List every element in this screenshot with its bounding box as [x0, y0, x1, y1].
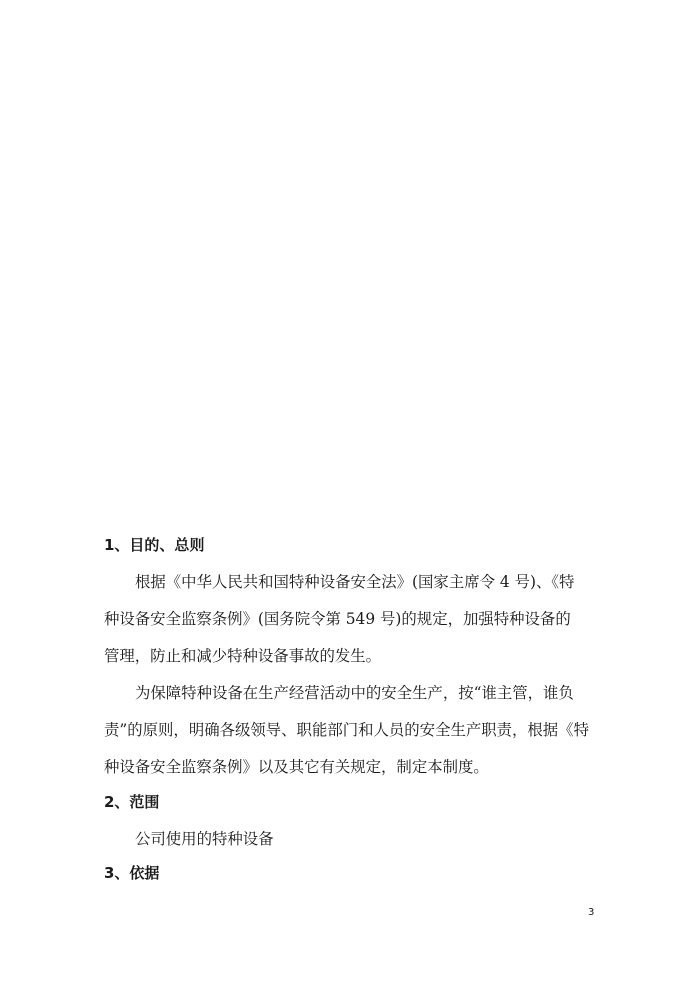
- section-heading-basis: 3、依据: [104, 864, 160, 882]
- page-number: 3: [588, 907, 595, 918]
- paragraph-scope: [104, 821, 596, 858]
- paragraph-line: 管理，防止和减少特种设备事故的发生。: [104, 647, 382, 665]
- paragraph-line: 为保障特种设备在生产经营活动中的安全生产，按“谁主管，谁负: [135, 684, 574, 702]
- paragraph-line: 根据《中华人民共和国特种设备安全法》(国家主席令 4 号)、《特: [135, 573, 575, 591]
- paragraph-line: 责”的原则，明确各级领导、职能部门和人员的安全生产职责，根据《特: [104, 721, 589, 739]
- section-heading-scope: 2、范围: [104, 793, 160, 811]
- paragraph-responsibility: [104, 675, 596, 786]
- paragraph-legal-basis: [104, 564, 596, 675]
- paragraph-line: 种设备安全监察条例》以及其它有关规定，制定本制度。: [104, 758, 489, 776]
- paragraph-line: 公司使用的特种设备: [135, 830, 274, 848]
- paragraph-line: 种设备安全监察条例》(国务院令第 549 号)的规定，加强特种设备的: [104, 610, 571, 628]
- section-heading-purpose: 1、目的、总则: [104, 536, 205, 554]
